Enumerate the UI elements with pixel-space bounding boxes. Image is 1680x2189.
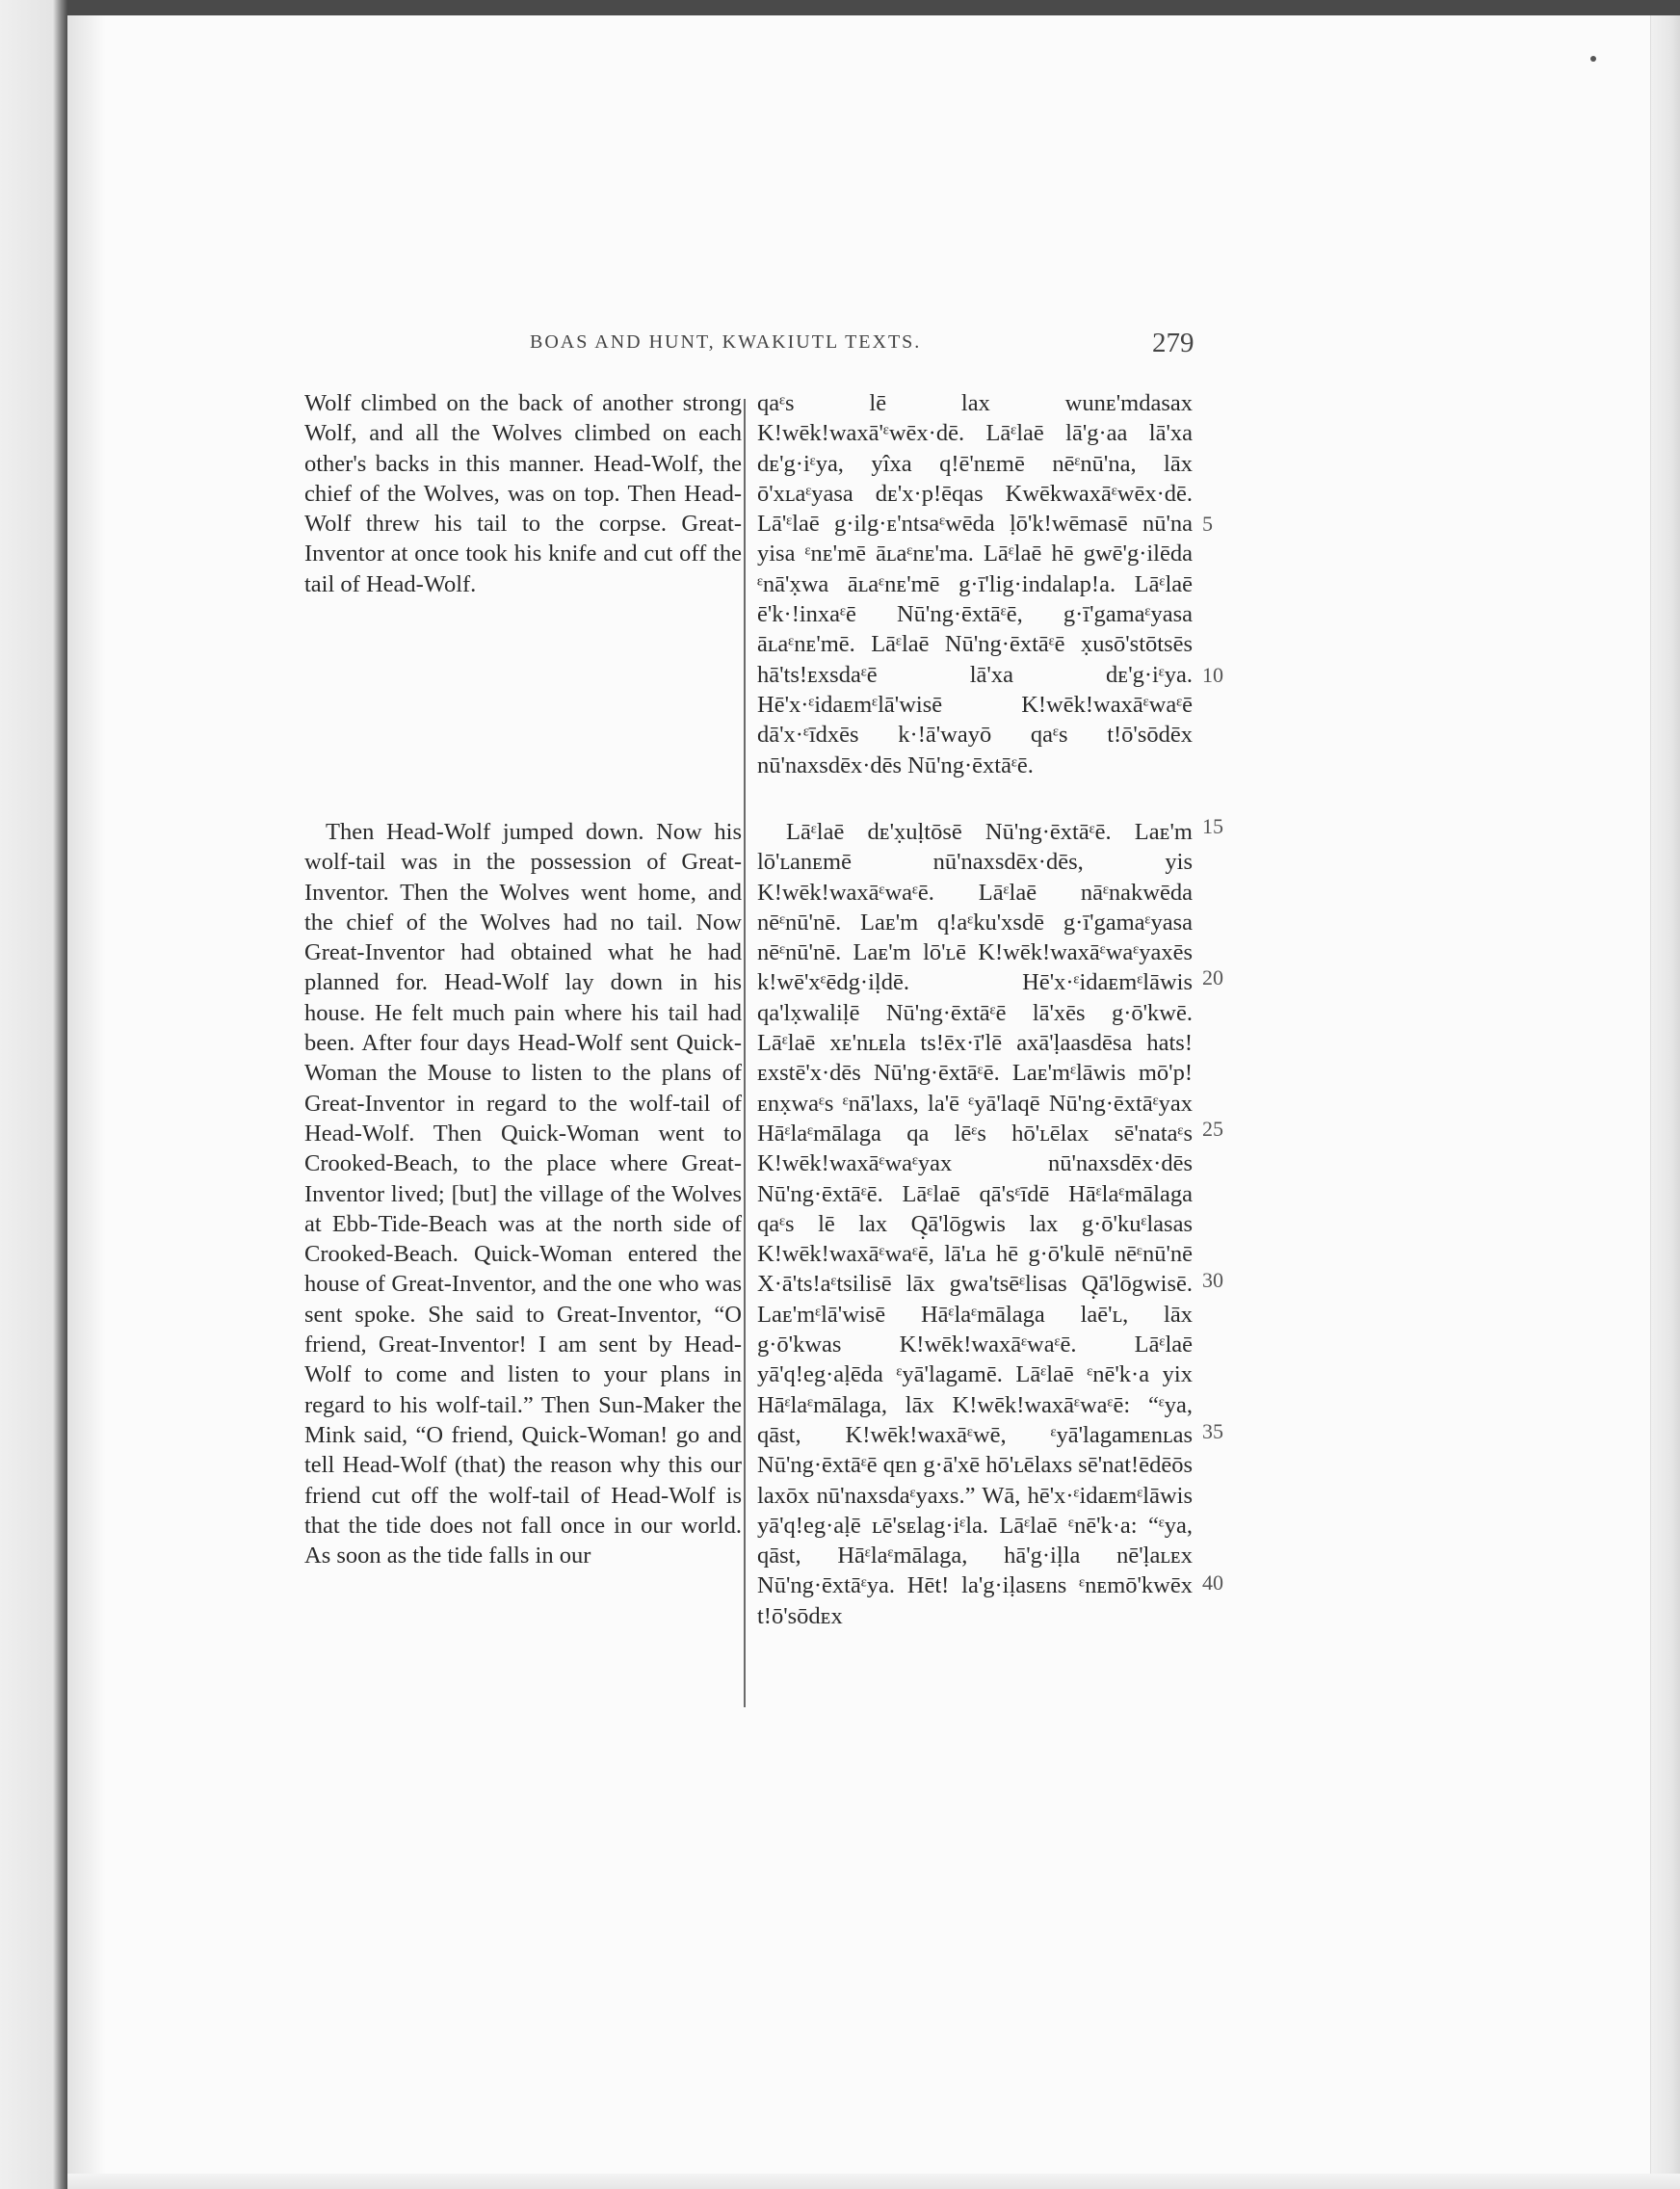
page-right-edge <box>1650 15 1680 2189</box>
line-number: 25 <box>1202 1117 1223 1141</box>
kwakiutl-paragraph: qaᵋs lē lax wunᴇ'mdasax K!wēk!waxā'ᵋwēx·dē. Lāᵋlaē lā'g·aa lā'xa dᴇ'g·iᵋya, yîxa q!ē'nᴇmē nēᵋnū'na, lāx ō'xʟaᵋyasa dᴇ'x·p!ēqas Kwēkwaxāᵋwēx·dē. Lā'ᵋlaē g·ilg·ᴇ'ntsaᵋwēda ḷō'k!wēmasē nū'na yisa ᵋnᴇ'mē āʟaᵋnᴇ'ma. Lāᵋlaē hē gwē'g·ilēda ᵋnā'x̣wa āʟaᵋnᴇ'mē g·ī'lig·indalap!a. Lāᵋlaē ē'k·!inxaᵋē Nū'ng·ēxtāᵋē, g·ī'gamaᵋyasa āʟaᵋnᴇ'mē. Lāᵋlaē Nū'ng·ēxtāᵋē x̣usō'stōtsēs hā'ts!ᴇxsdaᵋē lā'xa dᴇ'g·iᵋya. Hē'x·ᵋidaᴇmᵋlā'wisē K!wēk!waxāᵋwaᵋē dā'x·ᵋīdxēs k·!ā'wayō qaᵋs t!ō'sōdēx nū'naxsdēx·dēs Nū'ng·ēxtāᵋē. <box>757 390 1193 778</box>
column-rule <box>744 399 746 1707</box>
line-number-margin <box>1202 388 1241 1737</box>
line-number: 35 <box>1202 1419 1223 1443</box>
line-number: 10 <box>1202 663 1223 687</box>
scan-top-border <box>0 0 1680 15</box>
scan-left-binding <box>0 0 67 2189</box>
running-head: BOAS AND HUNT, KWAKIUTL TEXTS. <box>530 331 922 353</box>
gutter-shadow <box>67 15 106 2189</box>
english-paragraph: Then Head-Wolf jumped down. Now his wolf-tail was in the possession of Great-Inventor. Then the Wolves went home, and the chief of the Wolves had no tail. Now Great-Inventor had obtained what he had planned for. Head-Wolf lay down in his house. He felt much pain where his tail had been. After four days Head-Wolf sent Quick-Woman the Mouse to listen to the plans of Great-Inventor in regard to the wolf-tail of Head-Wolf. Then Quick-Woman went to Crooked-Beach, to the place where Great-Inventor lived; [but] the village of the Wolves at Ebb-Tide-Beach was at the north side of Crooked-Beach. Quick-Woman entered the house of Great-Inventor, and the one who was sent spoke. She said to Great-Inventor, “O friend, Great-Inventor! I am sent by Head-Wolf to come and listen to your plans in regard to his wolf-tail.” Then Sun-Maker the Mink said, “O friend, Quick-Woman! go and tell Head-Wolf (that) the reason why this our friend cut off the wolf-tail of Head-Wolf is that the tide does not fall once in our world. As soon as the tide falls in our <box>304 819 742 1569</box>
line-number: 40 <box>1202 1570 1223 1595</box>
page-number: 279 <box>1152 328 1194 358</box>
kwakiutl-paragraph: Lāᵋlaē dᴇ'x̣uḷtōsē Nū'ng·ēxtāᵋē. Laᴇ'm lō'ʟanᴇmē nū'naxsdēx·dēs, yis K!wēk!waxāᵋwaᵋē. Lāᵋlaē nāᵋnakwēda nēᵋnū'nē. Laᴇ'm q!aᵋku'xsdē g·ī'gamaᵋyasa nēᵋnū'nē. Laᴇ'm lō'ʟē K!wēk!waxāᵋwaᵋyaxēs k!wē'xᵋēdg·iḷdē. Hē'x·ᵋidaᴇmᵋlāwis qa'lx̣waliḷē Nū'ng·ēxtāᵋē lā'xēs g·ō'kwē. Lāᵋlaē xᴇ'nʟᴇla ts!ēx·ī'lē axā'ḷaasdēsa hats!ᴇxstē'x·dēs Nū'ng·ēxtāᵋē. Laᴇ'mᵋlāwis mō'p!ᴇnx̣waᵋs ᵋnā'laxs, la'ē ᵋyā'laqē Nū'ng·ēxtāᵋyax Hāᵋlaᵋmālaga qa lēᵋs hō'ʟēlax sē'nataᵋs K!wēk!waxāᵋwaᵋyax nū'naxsdēx·dēs Nū'ng·ēxtāᵋē. Lāᵋlaē qā'sᵋīdē Hāᵋlaᵋmālaga qaᵋs lē lax Q̣ā'lōgwis lax g·ō'kuᵋlasas K!wēk!waxāᵋwaᵋē, lā'ʟa hē g·ō'kulē nēᵋnū'nē X·ā'ts!aᵋtsilisē lāx gwa'tsēᵋlisas Q̣ā'lōgwisē. Laᴇ'mᵋlā'wisē Hāᵋlaᵋmālaga laē'ʟ, lāx g·ō'kwas K!wēk!waxāᵋwaᵋē. Lāᵋlaē yā'q!eg·aḷēda ᵋyā'lagamē. Lāᵋlaē ᵋnē'k·a yix Hāᵋlaᵋmālaga, lāx K!wēk!waxāᵋwaᵋē: “ᵋya, qāst, K!wēk!waxāᵋwē, ᵋyā'lagamᴇnʟas Nū'ng·ēxtāᵋē qᴇn g·ā'xē hō'ʟēlaxs sē'nat!ēdēōs laxōx nū'naxsdaᵋyaxs.” Wā, hē'x·ᵋidaᴇmᵋlāwis yā'q!eg·aḷē ʟē'sᴇlag·iᵋla. Lāᵋlaē ᵋnē'k·a: “ᵋya, qāst, Hāᵋlaᵋmālaga, hā'g·iḷla nē'ḷaʟᴇx Nū'ng·ēxtāᵋya. Hēt! la'g·iḷasᴇns ᵋnᴇmō'kwēx t!ō'sōdᴇx <box>757 819 1193 1629</box>
line-number: 15 <box>1202 814 1223 838</box>
page-bottom-edge <box>67 2174 1680 2189</box>
dust-speck <box>1590 56 1596 62</box>
english-paragraph: Wolf climbed on the back of another strong Wolf, and all the Wolves climbed on each other's backs in this manner. Head-Wolf, the chief of the Wolves, was on top. Then Head-Wolf threw his tail to the corpse. Great-Inventor at once took his knife and cut off the tail of Head-Wolf. <box>304 390 742 597</box>
line-number: 20 <box>1202 965 1223 989</box>
line-number: 30 <box>1202 1268 1223 1292</box>
line-number: 5 <box>1202 512 1213 536</box>
